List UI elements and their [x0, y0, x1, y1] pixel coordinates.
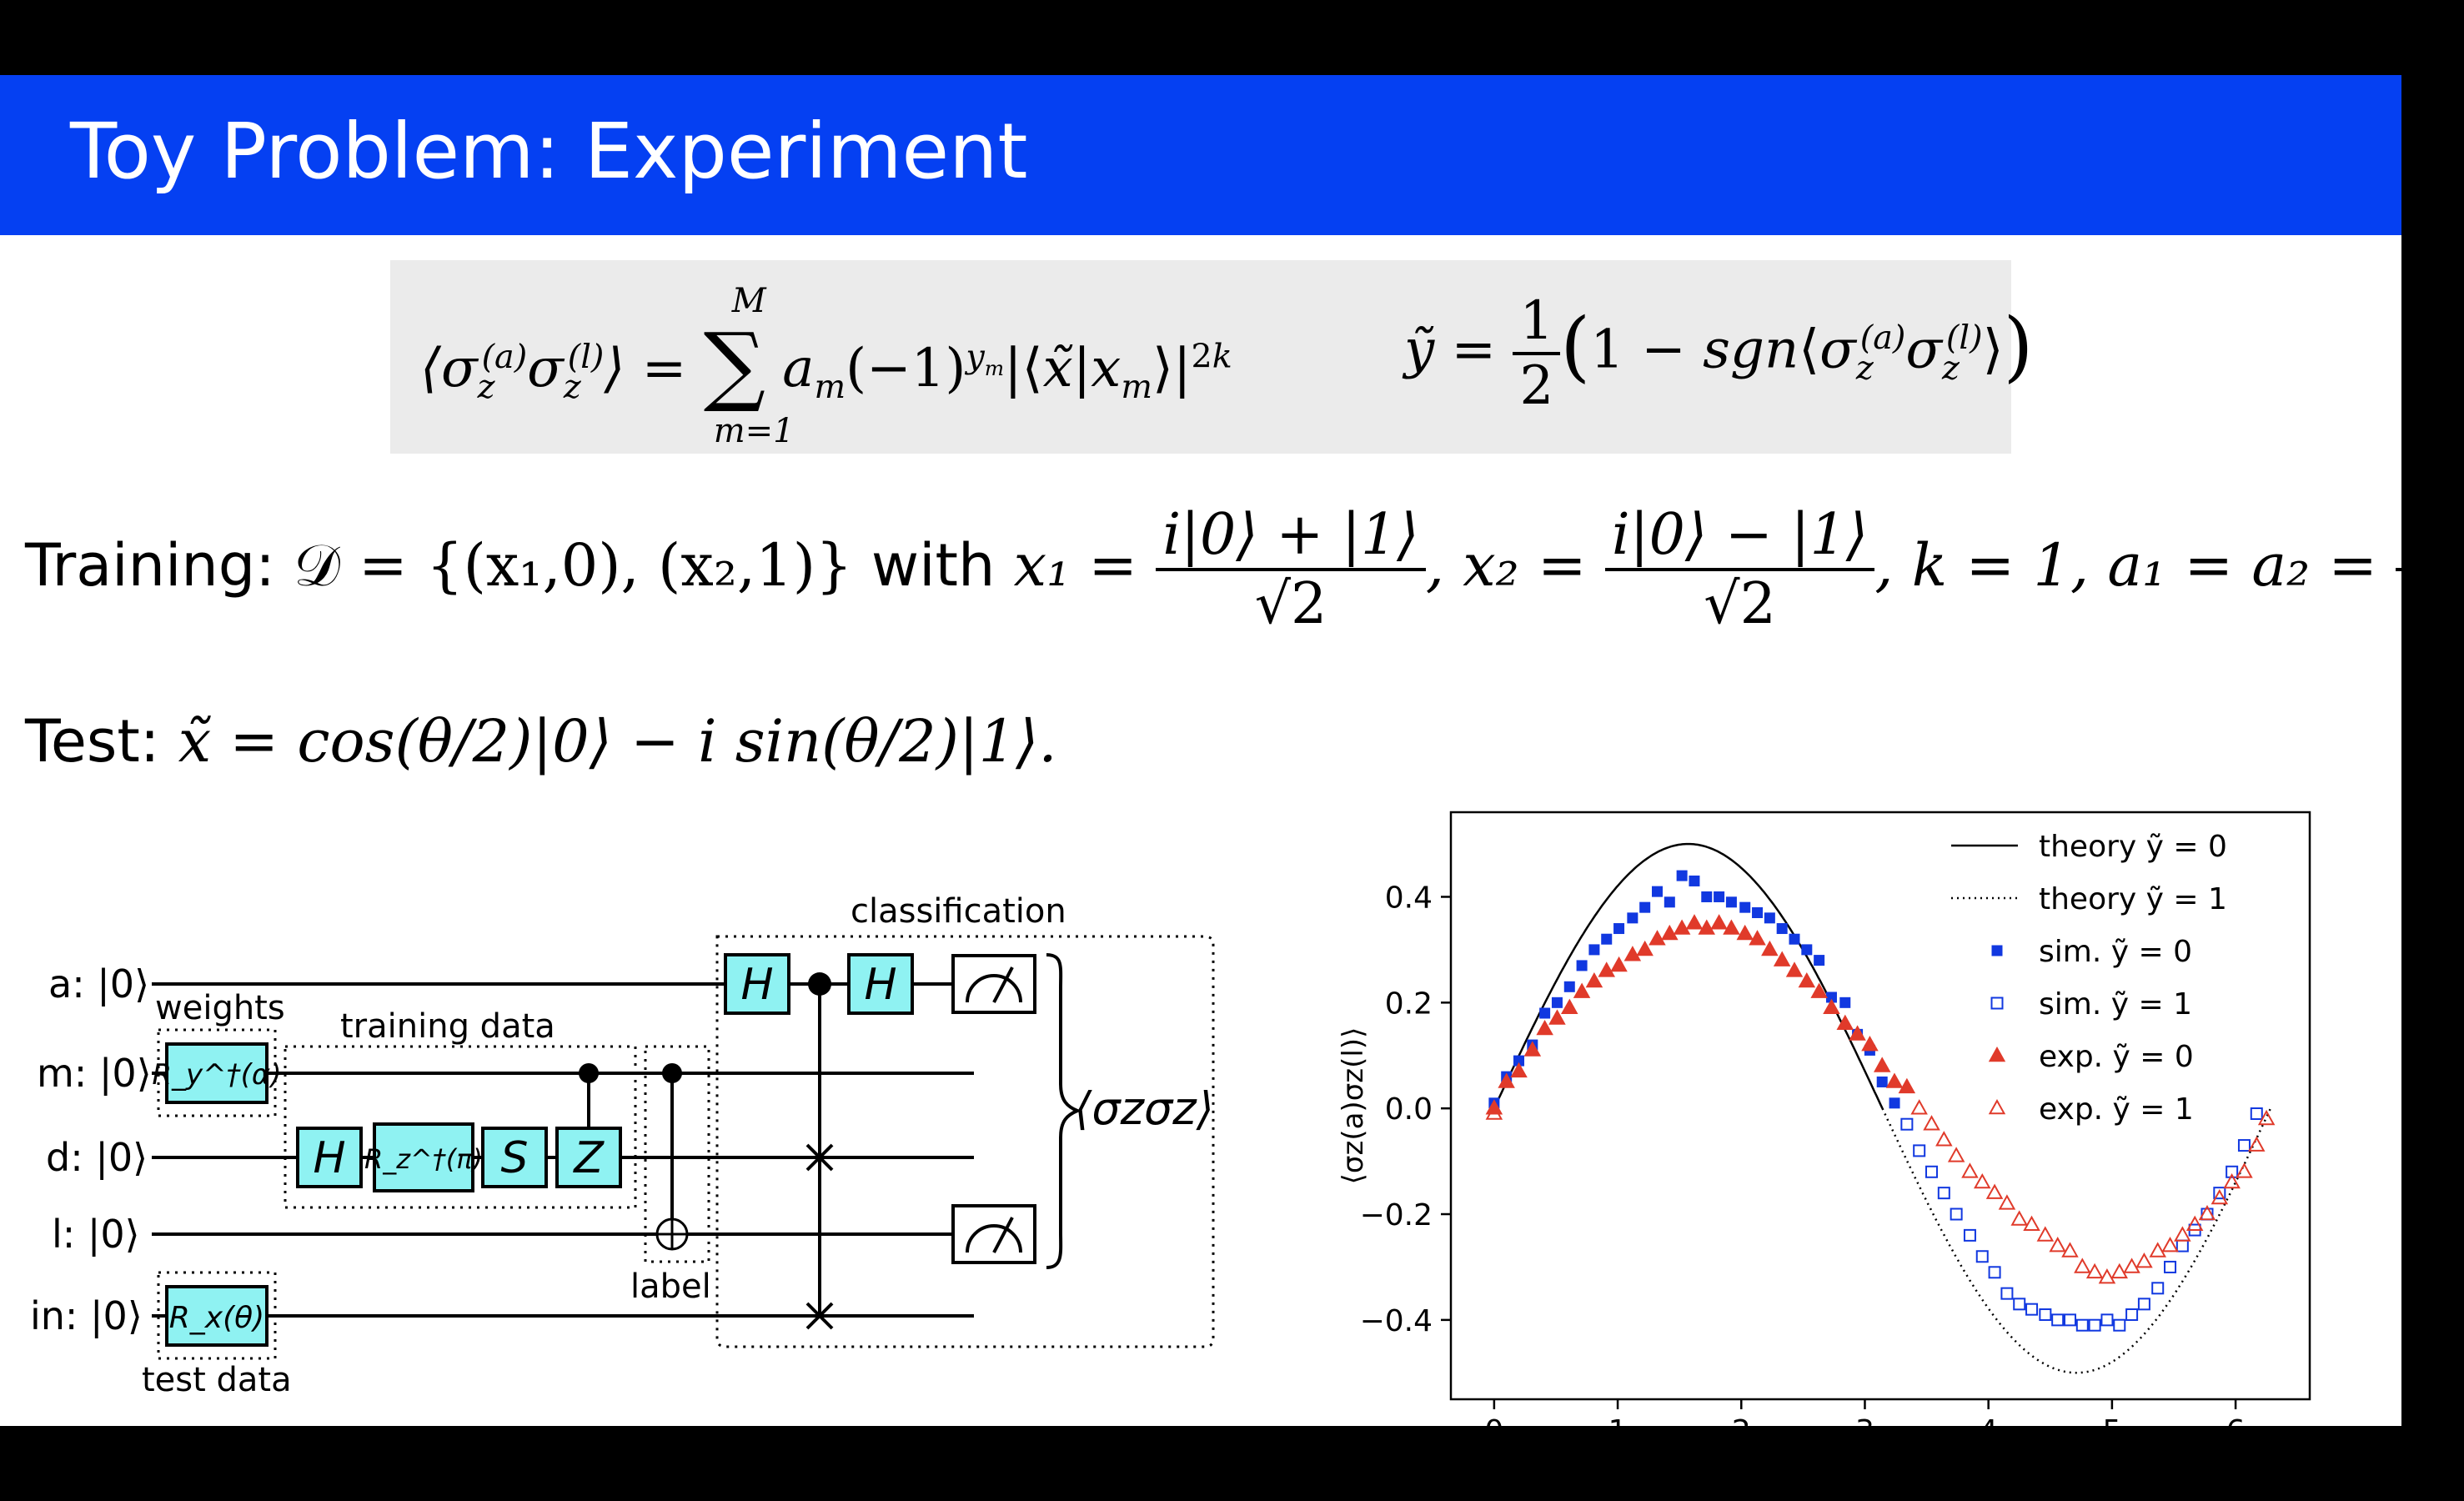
- qubit-label-in: in: |0⟩: [30, 1293, 143, 1338]
- sim-y0-point: [1889, 1097, 1900, 1108]
- test-label: Test:: [25, 707, 160, 776]
- sim-y0-point: [1601, 934, 1612, 945]
- expectation-chart: [1301, 734, 2335, 1501]
- brace-icon: [1046, 955, 1077, 1268]
- training-label: Training:: [25, 531, 275, 600]
- prediction-equation: ỹ = $\frac{1}{2}$ $(1 - sgn⟨\sigma_z^{(a)}\sigma_z^{(l)}⟩)$: [1404, 290, 2034, 417]
- sim-y0-point: [1539, 1008, 1550, 1019]
- legend-label: sim. ỹ = 0: [2039, 935, 2192, 969]
- sim-y0-point: [1689, 876, 1699, 886]
- control-dot-m-cnot: [662, 1063, 682, 1083]
- a-denominator: 2: [2396, 568, 2445, 637]
- a-numerator: 1: [2402, 502, 2439, 568]
- x2-numerator: i|0⟩ − |1⟩: [1611, 502, 1869, 568]
- sim-y0-point: [1664, 896, 1675, 907]
- x2-denominator: √2: [1605, 568, 1874, 637]
- measure-l-icon: [953, 1206, 1035, 1263]
- legend-label: exp. ỹ = 0: [2039, 1040, 2194, 1074]
- sim-y0-point: [1652, 886, 1663, 897]
- sim-y0-point: [1801, 944, 1812, 955]
- sim-y0-point: [1877, 1077, 1888, 1087]
- measure-a-icon: [953, 956, 1035, 1012]
- test-line: [25, 707, 1057, 776]
- half-denominator: 2: [1513, 352, 1560, 417]
- sim-y0-point: [1839, 997, 1850, 1008]
- x2-lhs: , x₂ =: [1425, 531, 1587, 600]
- circuit-output-label: ⟨σzσz⟩: [1074, 1082, 1214, 1135]
- qubit-label-d: d: |0⟩: [46, 1135, 148, 1180]
- legend-label: theory ỹ = 1: [2039, 882, 2227, 916]
- gate-s-label: S: [500, 1133, 529, 1183]
- gate-h-a2-label: H: [864, 960, 897, 1010]
- control-dot-a: [808, 972, 831, 996]
- qubit-label-l: l: |0⟩: [52, 1212, 140, 1257]
- title-bar: [0, 75, 2401, 235]
- qubit-label-a: a: |0⟩: [48, 961, 150, 1007]
- gate-z-label: Z: [574, 1133, 604, 1183]
- sim-y0-point: [1577, 960, 1588, 971]
- x1-lhs: x₁ =: [1013, 531, 1138, 600]
- test-expression: x̃ = cos(θ/2)|0⟩ − i sin(θ/2)|1⟩.: [178, 707, 1057, 776]
- training-with: with: [871, 531, 996, 600]
- group-label-classification: classification: [851, 892, 1066, 931]
- quantum-circuit: [0, 809, 1251, 1443]
- legend-swatch-sim-y0: [1992, 946, 2003, 956]
- gate-rz-label: R_z^†(π): [364, 1143, 484, 1175]
- sim-y0-point: [1552, 997, 1563, 1008]
- slide-title: Toy Problem: Experiment: [70, 107, 1028, 196]
- y-tick-label: 0.2: [1384, 986, 1433, 1022]
- y-tick-label: 0.0: [1384, 1092, 1433, 1127]
- slide: [0, 75, 2464, 1426]
- group-label-test-data: test data: [142, 1361, 292, 1399]
- gate-h-d-label: H: [313, 1133, 346, 1183]
- control-dot-m-z: [579, 1063, 599, 1083]
- sim-y0-point: [1627, 912, 1638, 923]
- training-dataset: 𝒟 = {(x₁,0), (x₂,1)}: [294, 531, 853, 600]
- qubit-labels: [30, 961, 152, 1339]
- equation-box: [390, 260, 2034, 454]
- k-and-a: , k = 1, a₁ = a₂ =: [1874, 531, 2378, 600]
- half-numerator: 1: [1519, 290, 1554, 352]
- x1-denominator: √2: [1156, 568, 1425, 637]
- y-tick-label: −0.2: [1359, 1198, 1433, 1233]
- legend-label: theory ỹ = 0: [2039, 830, 2227, 864]
- sim-y0-point: [1789, 934, 1800, 945]
- training-end: .: [2445, 531, 2464, 600]
- sim-y0-point: [1752, 907, 1763, 918]
- group-label-label: label: [630, 1268, 711, 1306]
- legend-label: sim. ỹ = 1: [2039, 987, 2192, 1022]
- sim-y0-point: [1564, 981, 1575, 992]
- expectation-equation: $⟨\sigma_z^{(a)}\sigma_z^{(l)}⟩$ = ∑ M m=1 $a_m(-1)^{y_m}|⟨x̃|x_m⟩|^{2k}$: [420, 282, 1232, 450]
- gate-rx-label: R_x(θ): [168, 1301, 265, 1335]
- letterbox-bottom: [0, 1426, 2401, 1501]
- y-tick-label: 0.4: [1384, 881, 1433, 916]
- legend-label: exp. ỹ = 1: [2039, 1092, 2194, 1127]
- sim-y0-point: [1814, 955, 1824, 966]
- sim-y0-point: [1739, 902, 1750, 913]
- training-line: [25, 502, 2464, 637]
- sim-y0-point: [1714, 891, 1724, 902]
- letterbox-top: [0, 0, 2401, 75]
- y-axis-label: ⟨σz(a)σz(l)⟩: [1337, 1027, 1370, 1185]
- gate-h-a1-label: H: [740, 960, 774, 1010]
- group-label-training-data: training data: [340, 1007, 555, 1046]
- group-label-weights: weights: [155, 989, 285, 1027]
- x1-numerator: i|0⟩ + |1⟩: [1162, 502, 1419, 568]
- sim-y0-point: [1639, 902, 1650, 913]
- sim-y0-point: [1726, 896, 1737, 907]
- sim-y0-point: [1764, 912, 1775, 923]
- sum-lower-limit: m=1: [713, 412, 795, 450]
- sim-y0-point: [1588, 944, 1599, 955]
- y-tick-label: −0.4: [1359, 1303, 1433, 1338]
- gate-ry-label: R_y^†(α): [152, 1058, 282, 1092]
- sim-y0-point: [1701, 891, 1712, 902]
- sim-y0-point: [1613, 923, 1624, 934]
- sum-upper-limit: M: [731, 282, 766, 320]
- sim-y0-point: [1777, 923, 1788, 934]
- qubit-label-m: m: |0⟩: [37, 1051, 152, 1096]
- sim-y0-point: [1677, 871, 1688, 881]
